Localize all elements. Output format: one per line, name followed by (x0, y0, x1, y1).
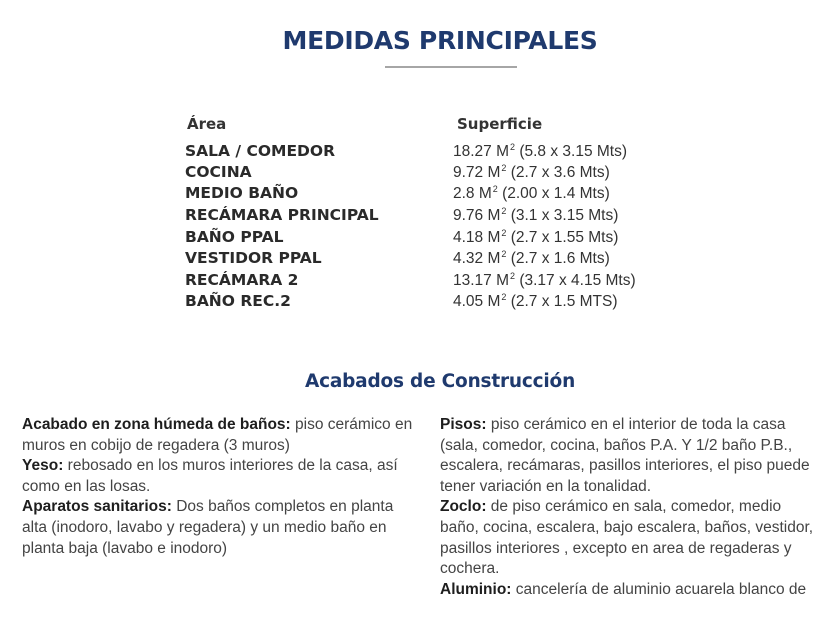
finish-label: Acabado en zona húmeda de baños: (22, 416, 291, 433)
finish-paragraph: Acabado en zona húmeda de baños: piso cerámico en muros en cobijo de regadera (3 muros) (22, 416, 413, 454)
aluminio-paragraph: Aluminio: cancelería de aluminio acuarela blanco de (440, 580, 807, 598)
area-surface: 4.05 $M^2$ (2.7 x 1.5 MTS) (453, 292, 618, 310)
finish-label: Yeso: (22, 457, 64, 475)
area-surface: 2.8 $M^2$ (2.00 x 1.4 Mts) (453, 184, 610, 202)
area-name: COCINA (185, 163, 252, 181)
area-name: SALA / COMEDOR (185, 142, 336, 160)
finish-label: Aluminio: (440, 580, 512, 598)
area-surface: 4.32 $M^2$ (2.7 x 1.6 Mts) (453, 249, 610, 267)
area-name: RECÁMARA 2 (185, 271, 299, 289)
area-surface: 13.17 $M^2$ (3.17 x 4.15 Mts) (453, 271, 636, 289)
title-divider (385, 66, 517, 68)
area-name: MEDIO BAÑO (185, 184, 299, 202)
zoclo-paragraph: Zoclo: de piso cerámico en sala, comedor, medio baño, cocina, escalera, bajo escalera, baños, vestidor, pasillos interiores , excepto en area de regaderas y cochera. (440, 498, 814, 578)
pisos-paragraph: Pisos: piso cerámico en el interior de toda la casa (sala, comedor, cocina, baños P.A. Y 1/2 baño P.B., escalera, recámaras, pasillos interiores, el piso puede tener variación en la tonalidad. (440, 416, 810, 495)
area-name: RECÁMARA PRINCIPAL (185, 206, 379, 224)
finishes-right-column (440, 415, 840, 600)
finish-label: Aparatos sanitarios: (22, 498, 172, 516)
area-surface: 9.72 $M^2$ (2.7 x 3.6 Mts) (453, 163, 610, 181)
area-name: BAÑO REC.2 (185, 292, 291, 310)
area-column-header: Área (187, 115, 227, 133)
surface-column-header: Superficie (457, 115, 543, 133)
finish-paragraph: Yeso: rebosado en los muros interiores de la casa, así como en las losas. (22, 457, 398, 495)
finish-label: Pisos: (440, 416, 487, 433)
area-surface: 18.27 $M^2$ (5.8 x 3.15 Mts) (453, 142, 628, 160)
page-title: MEDIDAS PRINCIPALES (282, 26, 598, 55)
area-name: VESTIDOR PPAL (185, 249, 322, 267)
area-surface: 9.76 $M^2$ (3.1 x 3.15 Mts) (453, 206, 619, 224)
area-surface: 4.18 $M^2$ (2.7 x 1.55 Mts) (453, 228, 619, 246)
finishes-title: Acabados de Construcción (304, 371, 576, 392)
finish-label: Zoclo: (440, 498, 487, 516)
finish-paragraph: Aparatos sanitarios: Dos baños completos en planta alta (inodoro, lavabo y regadera) y un medio baño en planta baja (lavabo e inodoro) (22, 498, 394, 557)
finishes-left-column (22, 415, 417, 559)
area-name: BAÑO PPAL (185, 228, 284, 246)
